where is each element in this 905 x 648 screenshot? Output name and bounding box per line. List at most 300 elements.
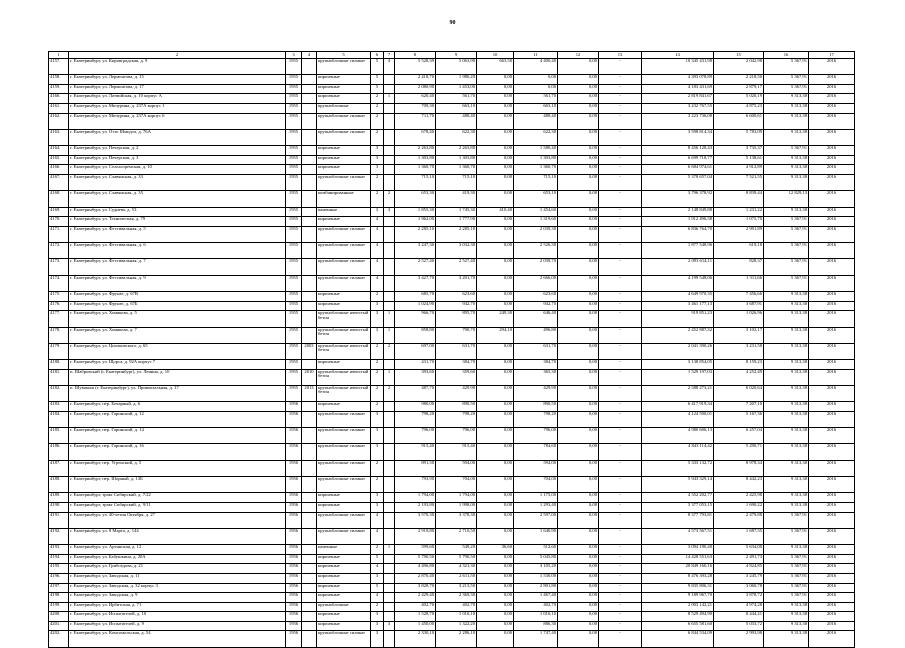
max-cost-per-sqm-cell: 5 367,91 (764, 583, 809, 593)
municipal-area-cell: 0,00 (558, 84, 599, 94)
non-residential-area-cell: 0,00 (477, 612, 514, 622)
residential-area-cell: 488,40 (436, 113, 477, 129)
non-residential-area-cell: 0,00 (477, 259, 514, 275)
table-row (49, 217, 855, 227)
address-cell: г. Екатеринбург, ул. Хомякова, д. 5 (69, 311, 286, 327)
max-cost-per-sqm-cell: 9 313,38 (764, 301, 809, 311)
table-row (49, 564, 855, 574)
other-area-cell: - (599, 593, 642, 603)
address-cell: г. Екатеринбург, ул. 8 Марта, д. 144 (69, 528, 286, 544)
other-area-cell: - (599, 226, 642, 242)
municipal-area-cell: 0,00 (558, 502, 599, 512)
row-number-cell: 4195. (49, 564, 69, 574)
row-number-cell: 4199. (49, 602, 69, 612)
total-area-cell: 891,50 (395, 460, 436, 476)
municipal-area-cell: 0,00 (558, 226, 599, 242)
residential-area-cell: 1 998,00 (436, 502, 477, 512)
municipal-area-cell: 0,00 (558, 155, 599, 165)
address-cell: г. Екатеринбург, ул. Циолковского, д. 65 (69, 343, 286, 359)
municipal-area-cell: 0,00 (558, 94, 599, 104)
residential-area-cell: 715,10 (436, 175, 477, 191)
planned-year-cell: 2016 (809, 226, 855, 242)
total-area-cell: 5 528,39 (395, 59, 436, 75)
year-built-cell: 1955 (286, 94, 302, 104)
planned-year-cell: 2016 (809, 129, 855, 145)
year-renovated-cell (302, 84, 317, 94)
total-area-cell: 2 080,90 (395, 84, 436, 94)
year-built-cell: 1956 (286, 564, 302, 574)
underground-floors-cell: 1 (384, 545, 395, 555)
max-cost-per-sqm-cell: 9 313,38 (764, 612, 809, 622)
wall-material-cell: крупноблочные силикат (317, 528, 371, 544)
non-residential-area-cell: 0,00 (477, 602, 514, 612)
residential-area-cell: 942,70 (436, 301, 477, 311)
floors-cell: 3 (371, 207, 384, 217)
floors-cell: 2 (371, 477, 384, 493)
year-renovated-cell (302, 165, 317, 175)
non-residential-area-cell: 0,00 (477, 217, 514, 227)
total-area-cell: 858,80 (395, 327, 436, 343)
planned-year-cell: 2016 (809, 621, 855, 631)
repair-cost-cell: 6 844 534,09 (642, 631, 714, 647)
total-area-cell: 711,70 (395, 113, 436, 129)
address-cell: г. Екатеринбург, ул. Бабушкина, д. 20А (69, 554, 286, 564)
residential-area-cell: 895,70 (436, 311, 477, 327)
municipal-area-cell: 0,00 (558, 165, 599, 175)
cost-per-sqm-cell: 3 060,78 (714, 583, 764, 593)
privatized-area-cell: 646,40 (514, 311, 558, 327)
year-renovated-cell (302, 129, 317, 145)
non-residential-area-cell: 0,00 (477, 554, 514, 564)
max-cost-per-sqm-cell: 9 313,38 (764, 292, 809, 302)
residential-area-cell: 429,90 (436, 385, 477, 401)
repair-cost-cell: 2 093 614,11 (642, 259, 714, 275)
year-built-cell: 1956 (286, 444, 302, 460)
repair-cost-cell: 3 377 053,15 (642, 502, 714, 512)
planned-year-cell: 2016 (809, 275, 855, 291)
table-row (49, 59, 855, 75)
other-area-cell: - (599, 275, 642, 291)
residential-area-cell: 796,00 (436, 428, 477, 444)
row-number-cell: 4202. (49, 631, 69, 647)
non-residential-area-cell: 0,00 (477, 113, 514, 129)
cost-per-sqm-cell: 1 690,22 (714, 502, 764, 512)
floors-cell: 3 (371, 327, 384, 343)
year-built-cell: 1955 (286, 385, 302, 401)
non-residential-area-cell: 0,00 (477, 411, 514, 427)
table-row (49, 554, 855, 564)
non-residential-area-cell: 0,00 (477, 175, 514, 191)
floors-cell: 2 (371, 343, 384, 359)
cost-per-sqm-cell: 8 159,23 (714, 360, 764, 370)
residential-area-cell: 359,60 (436, 369, 477, 385)
table-row (49, 94, 855, 104)
wall-material-cell: крупноблочные (317, 104, 371, 114)
cost-per-sqm-cell: 2 425,98 (714, 493, 764, 503)
row-number-cell: 4187. (49, 460, 69, 476)
underground-floors-cell (384, 360, 395, 370)
row-number-cell: 4172. (49, 243, 69, 259)
cost-per-sqm-cell: 3 231,58 (714, 343, 764, 359)
row-number-cell: 4179. (49, 343, 69, 359)
year-renovated-cell (302, 259, 317, 275)
year-renovated-cell (302, 243, 317, 259)
floors-cell: 2 (371, 385, 384, 401)
municipal-area-cell: 0,00 (558, 259, 599, 275)
other-area-cell: - (599, 84, 642, 94)
municipal-area-cell: 0,00 (558, 583, 599, 593)
planned-year-cell: 2016 (809, 545, 855, 555)
floors-cell: 4 (371, 226, 384, 242)
privatized-area-cell: 402,70 (514, 602, 558, 612)
total-area-cell: 1 303,80 (395, 155, 436, 165)
floors-cell: 4 (371, 243, 384, 259)
address-cell: г. Екатеринбург, ул. Заводская, д. 32 корпус 3 (69, 583, 286, 593)
total-area-cell: 1 794,00 (395, 493, 436, 503)
residential-area-cell: 3 213,50 (436, 583, 477, 593)
non-residential-area-cell: 0,00 (477, 512, 514, 528)
non-residential-area-cell: 0,00 (477, 493, 514, 503)
residential-area-cell: 5 063,90 (436, 59, 477, 75)
year-renovated-cell: 2013 (302, 385, 317, 401)
non-residential-area-cell: 0,00 (477, 84, 514, 94)
privatized-area-cell: 2 039,70 (514, 259, 558, 275)
privatized-area-cell: 0,00 (514, 75, 558, 85)
other-area-cell: - (599, 444, 642, 460)
floors-cell: 3 (371, 155, 384, 165)
wall-material-cell: крупноблочные ячеистый бетон (317, 369, 371, 385)
address-cell: г. Екатеринбург, ул. Комсомольская, д. 54 (69, 631, 286, 647)
total-area-cell: 1 360,70 (395, 165, 436, 175)
row-number-cell: 4158. (49, 75, 69, 85)
privatized-area-cell: 796,00 (514, 428, 558, 444)
total-area-cell: 3 570,30 (395, 512, 436, 528)
repair-cost-cell: 6 655 581,60 (642, 621, 714, 631)
max-cost-per-sqm-cell: 9 313,38 (764, 113, 809, 129)
column-header: 7 (384, 52, 395, 59)
underground-floors-cell: 4 (384, 59, 395, 75)
total-area-cell: 2 263,80 (395, 146, 436, 156)
repair-cost-cell: 2 452 887,32 (642, 327, 714, 343)
underground-floors-cell: 1 (384, 94, 395, 104)
total-area-cell: 793,90 (395, 477, 436, 493)
cost-per-sqm-cell: 3 687,91 (714, 301, 764, 311)
underground-floors-cell: 2 (384, 385, 395, 401)
underground-floors-cell (384, 512, 395, 528)
planned-year-cell: 2016 (809, 113, 855, 129)
municipal-area-cell: 0,00 (558, 311, 599, 327)
non-residential-area-cell: 0,00 (477, 593, 514, 603)
wall-material-cell: каменные (317, 207, 371, 217)
other-area-cell: - (599, 602, 642, 612)
privatized-area-cell: 1 016,10 (514, 612, 558, 622)
underground-floors-cell (384, 243, 395, 259)
planned-year-cell: 2016 (809, 191, 855, 207)
cost-per-sqm-cell: 5 033,72 (714, 621, 764, 631)
other-area-cell: - (599, 259, 642, 275)
year-built-cell: 1956 (286, 573, 302, 583)
max-cost-per-sqm-cell: 9 313,38 (764, 444, 809, 460)
max-cost-per-sqm-cell: 5 367,91 (764, 226, 809, 242)
year-built-cell: 1956 (286, 583, 302, 593)
repair-cost-cell: 3 138 854,05 (642, 360, 714, 370)
residential-area-cell: 623,60 (436, 292, 477, 302)
residential-area-cell: 1 794,00 (436, 493, 477, 503)
row-number-cell: 4201. (49, 621, 69, 631)
privatized-area-cell: 1 319,60 (514, 217, 558, 227)
column-header: 2 (69, 52, 286, 59)
total-area-cell: 3 247,30 (395, 243, 436, 259)
row-number-cell: 4173. (49, 259, 69, 275)
floors-cell: 3 (371, 165, 384, 175)
column-header: 14 (642, 52, 714, 59)
wall-material-cell: крупноблочные силикат (317, 226, 371, 242)
planned-year-cell: 2016 (809, 493, 855, 503)
privatized-area-cell: 1 360,70 (514, 165, 558, 175)
row-number-cell: 4157. (49, 59, 69, 75)
other-area-cell: - (599, 165, 642, 175)
max-cost-per-sqm-cell: 5 367,91 (764, 243, 809, 259)
address-cell: г. Екатеринбург, ул. Мичурина, д. 237А корпус 6 (69, 113, 286, 129)
address-cell: г. Екатеринбург, ул. Печерская, д. 2 (69, 146, 286, 156)
non-residential-area-cell: 0,00 (477, 621, 514, 631)
wall-material-cell: крупноблочные силикат (317, 175, 371, 191)
municipal-area-cell: 0,00 (558, 593, 599, 603)
column-header: 17 (809, 52, 855, 59)
year-renovated-cell: 2010 (302, 369, 317, 385)
table-row (49, 512, 855, 528)
address-cell: г. Екатеринбург, ул. Кировградская, д. 9 (69, 59, 286, 75)
wall-material-cell: крупноблочные силикат (317, 113, 371, 129)
year-renovated-cell (302, 411, 317, 427)
year-renovated-cell (302, 554, 317, 564)
address-cell: г. Екатеринбург, пер. Гаринский, д. 16 (69, 444, 286, 460)
column-header: 4 (302, 52, 317, 59)
cost-per-sqm-cell: 4 974,28 (714, 602, 764, 612)
address-cell: г. Екатеринбург, тракт Сибирский, д. 9/11 (69, 502, 286, 512)
other-area-cell: - (599, 311, 642, 327)
floors-cell: 5 (371, 59, 384, 75)
residential-area-cell: 2 611,50 (436, 573, 477, 583)
cost-per-sqm-cell: 8 978,34 (714, 460, 764, 476)
table-row (49, 631, 855, 647)
non-residential-area-cell: 0,00 (477, 275, 514, 291)
municipal-area-cell: 0,00 (558, 369, 599, 385)
floors-cell: 3 (371, 444, 384, 460)
floors-cell: 3 (371, 146, 384, 156)
wall-material-cell: кирпичные (317, 402, 371, 412)
max-cost-per-sqm-cell: 9 313,38 (764, 621, 809, 631)
repair-cost-cell: 4 183 431,69 (642, 84, 714, 94)
year-renovated-cell (302, 621, 317, 631)
year-renovated-cell (302, 59, 317, 75)
row-number-cell: 4178. (49, 327, 69, 343)
table-row (49, 545, 855, 555)
total-area-cell: 1 962,00 (395, 217, 436, 227)
address-cell: г. Екатеринбург, ул. Хомякова, д. 7 (69, 327, 286, 343)
municipal-area-cell: 0,00 (558, 573, 599, 583)
floors-cell: 2 (371, 94, 384, 104)
max-cost-per-sqm-cell: 9 313,38 (764, 602, 809, 612)
max-cost-per-sqm-cell: 9 313,38 (764, 175, 809, 191)
residential-area-cell: 890,50 (436, 402, 477, 412)
cost-per-sqm-cell: 2 879,17 (714, 84, 764, 94)
non-residential-area-cell: 0,00 (477, 428, 514, 444)
privatized-area-cell: 890,50 (514, 402, 558, 412)
residential-area-cell: 3 378,30 (436, 512, 477, 528)
column-header: 15 (714, 52, 764, 59)
max-cost-per-sqm-cell: 9 313,38 (764, 411, 809, 427)
floors-cell: 2 (371, 602, 384, 612)
repair-cost-cell: 4 393 078,89 (642, 75, 714, 85)
municipal-area-cell: 0,00 (558, 428, 599, 444)
underground-floors-cell (384, 411, 395, 427)
max-cost-per-sqm-cell: 9 313,38 (764, 545, 809, 555)
privatized-area-cell: 704,00 (514, 477, 558, 493)
underground-floors-cell (384, 631, 395, 647)
address-cell: г. Екатеринбург, ул. Отто Шмидта, д. 76А (69, 129, 286, 145)
total-area-cell: 402,70 (395, 602, 436, 612)
total-area-cell: 915,40 (395, 444, 436, 460)
total-area-cell: 2 285,10 (395, 226, 436, 242)
table-row (49, 175, 855, 191)
privatized-area-cell: 429,90 (514, 385, 558, 401)
cost-per-sqm-cell: 1 075,70 (714, 217, 764, 227)
planned-year-cell: 2016 (809, 301, 855, 311)
year-renovated-cell (302, 311, 317, 327)
total-area-cell: 3 427,70 (395, 275, 436, 291)
privatized-area-cell: 622,30 (514, 129, 558, 145)
year-renovated-cell (302, 428, 317, 444)
wall-material-cell: кирпичные (317, 217, 371, 227)
year-renovated-cell (302, 502, 317, 512)
underground-floors-cell: 2 (384, 191, 395, 207)
address-cell: г. Екатеринбург, ул. Славянская, д. 35 (69, 191, 286, 207)
floors-cell: 3 (371, 631, 384, 647)
row-number-cell: 4186. (49, 444, 69, 460)
total-area-cell: 2 193,80 (395, 502, 436, 512)
municipal-area-cell: 0,00 (558, 621, 599, 631)
other-area-cell: - (599, 292, 642, 302)
total-area-cell: 5 790,50 (395, 554, 436, 564)
table-row (49, 207, 855, 217)
total-area-cell: 3 828,70 (395, 583, 436, 593)
table-row (49, 573, 855, 583)
year-renovated-cell (302, 360, 317, 370)
non-residential-area-cell: 36,60 (477, 545, 514, 555)
table-row (49, 84, 855, 94)
table-row (49, 191, 855, 207)
municipal-area-cell: 0,00 (558, 545, 599, 555)
table-row (49, 301, 855, 311)
table-row (49, 428, 855, 444)
total-area-cell: 966,70 (395, 311, 436, 327)
municipal-area-cell: 0,00 (558, 113, 599, 129)
non-residential-area-cell: 0,00 (477, 444, 514, 460)
table-row (49, 493, 855, 503)
cost-per-sqm-cell: 6 257,04 (714, 428, 764, 444)
repair-cost-cell: 4 352 202,77 (642, 493, 714, 503)
underground-floors-cell: 1 (384, 327, 395, 343)
floors-cell: 2 (371, 191, 384, 207)
repair-cost-cell: 3 461 177,13 (642, 301, 714, 311)
underground-floors-cell (384, 428, 395, 444)
repair-cost-cell: 2 041 390,26 (642, 343, 714, 359)
privatized-area-cell: 2 666,00 (514, 275, 558, 291)
year-built-cell: 1955 (286, 75, 302, 85)
wall-material-cell: крупноблочные силикат (317, 259, 371, 275)
planned-year-cell: 2016 (809, 243, 855, 259)
residential-area-cell: 1 777,90 (436, 217, 477, 227)
repair-cost-cell: 20 849 160,16 (642, 564, 714, 574)
non-residential-area-cell: 410,40 (477, 207, 514, 217)
underground-floors-cell (384, 217, 395, 227)
wall-material-cell: крупноблочные силикат (317, 243, 371, 259)
floors-cell: 4 (371, 564, 384, 574)
municipal-area-cell: 0,00 (558, 343, 599, 359)
max-cost-per-sqm-cell: 9 313,38 (764, 327, 809, 343)
total-area-cell: 1 450,00 (395, 621, 436, 631)
column-header: 5 (317, 52, 371, 59)
address-cell: г. Екатеринбург, ул. Фестивальная, д. 6 (69, 243, 286, 259)
underground-floors-cell (384, 554, 395, 564)
municipal-area-cell: 0,00 (558, 191, 599, 207)
table-row (49, 477, 855, 493)
total-area-cell: 1 024,90 (395, 301, 436, 311)
total-area-cell: 393,60 (395, 369, 436, 385)
planned-year-cell: 2016 (809, 84, 855, 94)
row-number-cell: 4184. (49, 411, 69, 427)
residential-area-cell: 1 303,80 (436, 155, 477, 165)
underground-floors-cell (384, 301, 395, 311)
year-built-cell: 1955 (286, 275, 302, 291)
floors-cell: 3 (371, 612, 384, 622)
year-renovated-cell (302, 104, 317, 114)
max-cost-per-sqm-cell: 9 313,38 (764, 311, 809, 327)
wall-material-cell: кирпичные (317, 493, 371, 503)
other-area-cell: - (599, 621, 642, 631)
year-built-cell: 1956 (286, 528, 302, 544)
repair-cost-cell: 4 843 114,42 (642, 444, 714, 460)
row-number-cell: 4160. (49, 94, 69, 104)
municipal-area-cell: 0,00 (558, 146, 599, 156)
cost-per-sqm-cell: 4 875,23 (714, 104, 764, 114)
row-number-cell: 4200. (49, 612, 69, 622)
underground-floors-cell (384, 129, 395, 145)
row-number-cell: 4166. (49, 165, 69, 175)
underground-floors-cell (384, 259, 395, 275)
year-renovated-cell (302, 512, 317, 528)
address-cell: г. Екатеринбург, ул. Лермонтова, д. 17 (69, 84, 286, 94)
underground-floors-cell (384, 226, 395, 242)
non-residential-area-cell: 0,00 (477, 243, 514, 259)
repair-cost-cell: 8 529 494,90 (642, 612, 714, 622)
max-cost-per-sqm-cell: 12 829,13 (764, 191, 809, 207)
table-row (49, 621, 855, 631)
privatized-area-cell: 5 045,80 (514, 554, 558, 564)
total-area-cell: 487,70 (395, 385, 436, 401)
address-cell: г. Екатеринбург, ул. Заводская, д. 11 (69, 573, 286, 583)
residential-area-cell: 2 286,10 (436, 631, 477, 647)
table-row (49, 460, 855, 476)
row-number-cell: 4185. (49, 428, 69, 444)
floors-cell: 5 (371, 84, 384, 94)
address-cell: г. Екатеринбург, ул. Грибоедова, д. 21 (69, 564, 286, 574)
floors-cell: 2 (371, 113, 384, 129)
planned-year-cell: 2016 (809, 602, 855, 612)
cost-per-sqm-cell: 5 290,71 (714, 444, 764, 460)
year-built-cell: 1955 (286, 327, 302, 343)
